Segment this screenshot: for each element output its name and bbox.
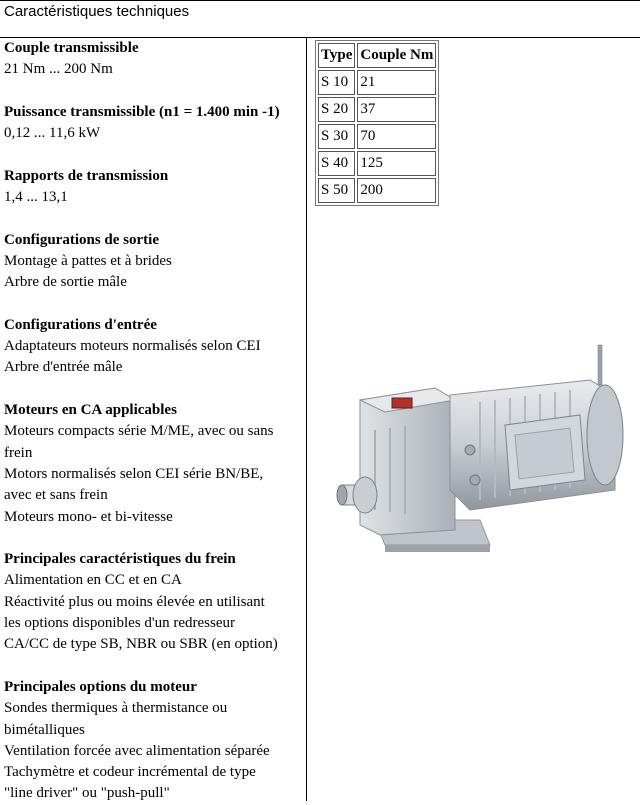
table-row xyxy=(318,151,436,176)
column-divider xyxy=(306,38,307,801)
spec-line: Moteurs compacts série M/ME, avec ou sans xyxy=(4,423,274,440)
header-bar xyxy=(0,0,640,38)
spacer xyxy=(4,656,304,677)
gear-motor-image xyxy=(330,340,630,570)
spec-line: Tachymètre et codeur incrémental de type xyxy=(4,764,256,781)
spec-section-title: Couple transmissible xyxy=(4,40,139,56)
spec-line: "line driver" ou "push-pull" xyxy=(4,785,170,802)
spec-section xyxy=(4,677,304,805)
table-cell: S 10 xyxy=(318,70,355,95)
spec-section xyxy=(4,102,304,145)
table-header-row xyxy=(318,43,436,68)
table-row xyxy=(318,97,436,122)
spec-line: les options disponibles d'un redresseur xyxy=(4,615,236,632)
table-header-cell: Couple Nm xyxy=(357,43,436,68)
specs-column xyxy=(4,38,304,805)
gear-motor-illustration-icon xyxy=(330,340,630,570)
spec-section-title: Configurations de sortie xyxy=(4,231,159,248)
table-cell: 70 xyxy=(357,124,436,149)
spec-line: Alimentation en CC et en CA xyxy=(4,572,182,589)
table-cell: S 40 xyxy=(318,151,355,176)
spec-section xyxy=(4,400,304,528)
spec-line: CA/CC de type SB, NBR ou SBR (en option) xyxy=(4,636,278,653)
spacer xyxy=(4,294,304,315)
table-cell: 21 xyxy=(357,70,436,95)
table-row xyxy=(318,178,436,203)
spec-section xyxy=(4,38,304,81)
spec-line: 0,12 ... 11,6 kW xyxy=(4,125,101,142)
spec-line: Adaptateurs moteurs normalisés selon CEI xyxy=(4,338,261,355)
spacer xyxy=(4,379,304,400)
spec-section-title: Principales caractéristiques du frein xyxy=(4,551,236,568)
spec-line: Sondes thermiques à thermistance ou xyxy=(4,700,228,717)
spec-line: Arbre de sortie mâle xyxy=(4,274,127,291)
spec-line: 1,4 ... 13,1 xyxy=(4,189,68,206)
table-cell: S 30 xyxy=(318,124,355,149)
table-row xyxy=(318,70,436,95)
spec-line: 21 Nm ... 200 Nm xyxy=(4,61,113,78)
spec-line: Moteurs mono- et bi-vitesse xyxy=(4,508,173,525)
spec-line: Ventilation forcée avec alimentation séparée xyxy=(4,742,270,759)
spacer xyxy=(4,528,304,549)
spec-section xyxy=(4,315,304,379)
table-cell: 125 xyxy=(357,151,436,176)
spec-section xyxy=(4,166,304,209)
table-cell: 200 xyxy=(357,178,436,203)
table-cell: S 50 xyxy=(318,178,355,203)
table-header-cell: Type xyxy=(318,43,355,68)
spec-line: Réactivité plus ou moins élevée en utilisant xyxy=(4,593,265,610)
spec-line: Motors normalisés selon CEI série BN/BE, xyxy=(4,465,264,482)
spacer xyxy=(4,81,304,102)
spec-section-title: Rapports de transmission xyxy=(4,167,169,184)
spec-section-title: Puissance transmissible (n1 = 1.400 min -1) xyxy=(4,103,280,120)
spacer xyxy=(4,144,304,165)
spec-section-title: Configurations d'entrée xyxy=(4,316,157,333)
spec-section xyxy=(4,549,304,655)
torque-table xyxy=(315,40,439,206)
page-title: Caractéristiques techniques xyxy=(4,3,190,20)
spec-line: frein xyxy=(4,444,33,461)
spec-section-title: Moteurs en CA applicables xyxy=(4,402,177,419)
table-row xyxy=(318,124,436,149)
spec-section xyxy=(4,230,304,294)
spec-line: Arbre d'entrée mâle xyxy=(4,359,123,376)
spec-line: bimétalliques xyxy=(4,721,85,738)
table-cell: 37 xyxy=(357,97,436,122)
spec-line: avec et sans frein xyxy=(4,487,108,504)
spec-section-title: Principales options du moteur xyxy=(4,678,197,695)
table-cell: S 20 xyxy=(318,97,355,122)
spec-line: Montage à pattes et à brides xyxy=(4,252,172,269)
spacer xyxy=(4,208,304,229)
